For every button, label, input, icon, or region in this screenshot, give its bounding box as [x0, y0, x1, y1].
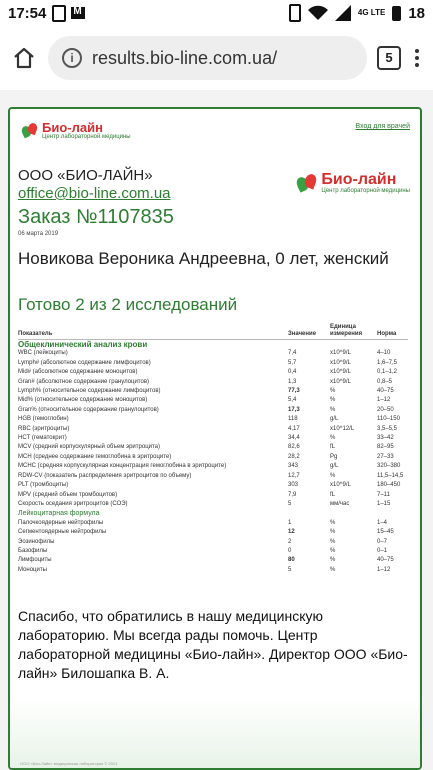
col-header-norm: Норма [377, 323, 408, 340]
cell-norm: 0,8–5 [377, 378, 393, 385]
table-row [18, 378, 408, 387]
cell-unit: % [330, 529, 336, 536]
cell-indicator: MPV (средний объем тромбоцитов) [18, 491, 118, 498]
cell-norm: 0–1 [377, 547, 388, 554]
cell-unit: x10^9/L [330, 369, 351, 376]
order-date: 06 марта 2019 [18, 231, 59, 237]
cell-indicator: MCHC (средняя корпускулярная концентрация гемоглобина в эритроците) [18, 463, 227, 470]
table-row [18, 349, 408, 358]
section-title: Общеклинический анализ крови [18, 340, 148, 349]
cell-norm: 4–10 [377, 350, 391, 357]
results-body [18, 340, 408, 576]
col-header-value: Значение [288, 323, 330, 340]
cell-value: 1 [288, 519, 292, 526]
cell-value: 28,2 [288, 453, 300, 460]
cell-unit: % [330, 388, 336, 395]
card-footer-gradient [10, 698, 420, 768]
table-row [18, 443, 408, 452]
cell-unit: % [330, 566, 336, 573]
cell-norm: 33–42 [377, 435, 394, 442]
cell-value: 5,4 [288, 397, 297, 404]
home-button[interactable] [10, 44, 38, 72]
cell-unit: x10^9/L [330, 482, 351, 489]
cell-value: 7,9 [288, 491, 297, 498]
cell-indicator: WBC (лейкоциты) [18, 350, 68, 357]
table-row [18, 387, 408, 396]
subsection-title: Лейкоцитарная формула [18, 510, 100, 518]
cell-norm: 20–50 [377, 406, 394, 413]
cell-value: 343 [288, 463, 299, 470]
cell-indicator: PLT (тромбоциты) [18, 482, 69, 489]
logo-text: Био-лайн [42, 120, 103, 135]
email-link[interactable]: office@bio-line.com.ua [18, 185, 171, 202]
logo-subtitle: Центр лабораторной медицины [42, 134, 131, 140]
cell-norm: 40–75 [377, 557, 394, 564]
table-row [18, 406, 408, 415]
cell-unit: Pg [330, 453, 338, 460]
cell-value: 7,4 [288, 350, 297, 357]
info-icon[interactable]: i [62, 48, 82, 68]
cell-norm: 7–11 [377, 491, 390, 498]
table-row [18, 462, 408, 471]
cell-unit: % [330, 472, 336, 479]
cell-unit: % [330, 538, 336, 545]
status-time: 17:54 [8, 4, 47, 22]
battery-icon [392, 6, 401, 21]
table-row [18, 556, 408, 565]
table-row [18, 359, 408, 368]
cell-unit: g/L [330, 416, 339, 423]
patient-info: Новикова Вероника Андреевна, 0 лет, женский [18, 249, 389, 268]
status-bar [0, 0, 433, 26]
thanks-message: Спасибо, что обратились в нашу медицинскую лабораторию. Мы всегда рады помочь. Центр лабораторной медицины «Био-лайн». Директор ООО «Био-лайн» Билошапка В. А. [18, 608, 408, 681]
section-title-row [18, 340, 408, 350]
cell-norm: 11,5–14,5 [377, 472, 404, 479]
cell-value: 34,4 [288, 435, 300, 442]
cell-norm: 1–12 [377, 397, 391, 404]
table-row [18, 491, 408, 500]
cell-unit: x10^9/L [330, 359, 351, 366]
table-row [18, 434, 408, 443]
gmail-icon [71, 7, 85, 19]
cell-indicator: RBC (эритроциты) [18, 425, 70, 432]
cell-value: 2 [288, 538, 292, 545]
cell-norm: 15–45 [377, 529, 394, 536]
cell-indicator: MCH (среднее содержание гемоглобина в эритроците) [18, 453, 172, 460]
cell-value: 0 [288, 547, 292, 554]
table-row [18, 368, 408, 377]
cell-unit: % [330, 547, 336, 554]
table-row [18, 547, 408, 556]
table-row [18, 415, 408, 424]
wifi-icon [308, 5, 328, 21]
cell-indicator: Сегментоядерные нейтрофилы [18, 529, 107, 536]
cell-value: 12,7 [288, 472, 300, 479]
cell-unit: x10^12/L [330, 425, 355, 432]
cell-value: 82,6 [288, 444, 300, 451]
cell-norm: 0,1–1,2 [377, 369, 398, 376]
cell-unit: % [330, 435, 336, 442]
table-row [18, 472, 408, 481]
cell-value: 5,7 [288, 359, 297, 366]
report-logo [297, 172, 410, 195]
cell-unit: мм/час [330, 500, 350, 507]
header-logo[interactable] [22, 121, 131, 141]
cell-value: 5 [288, 500, 292, 507]
table-row [18, 528, 408, 537]
home-icon [12, 46, 36, 70]
cell-indicator: Lymph% (относительное содержание лимфоцитов) [18, 388, 161, 395]
status-right [289, 4, 425, 22]
cell-indicator: Моноциты [18, 566, 47, 573]
cell-indicator: HGB (гемоглобин) [18, 416, 69, 423]
ready-status: Готово 2 из 2 исследований [18, 295, 238, 314]
cell-indicator: Gran% (относительное содержание гранулоцитов) [18, 406, 159, 413]
address-bar[interactable] [48, 36, 367, 80]
notification-icon [52, 5, 66, 22]
order-number: Заказ №1107835 [18, 206, 174, 228]
cell-value: 17,3 [288, 406, 300, 413]
cell-unit: % [330, 557, 336, 564]
cell-norm: 180–450 [377, 482, 401, 489]
cell-value: 12 [288, 529, 295, 536]
cell-indicator: Скорость оседания эритроцитов (СОЭ) [18, 500, 128, 507]
cell-indicator: Lymph# (абсолютное содержание лимфоцитов) [18, 359, 151, 366]
cell-norm: 1,6–7,5 [377, 359, 398, 366]
cell-indicator: Эозинофилы [18, 538, 55, 545]
cell-unit: % [330, 406, 336, 413]
cell-value: 303 [288, 482, 299, 489]
cell-norm: 27–33 [377, 453, 394, 460]
cell-value: 80 [288, 557, 295, 564]
cell-value: 77,3 [288, 388, 300, 395]
battery-level: 18 [408, 4, 425, 22]
browser-toolbar [0, 26, 433, 90]
cell-norm: 1–15 [377, 500, 391, 507]
cell-norm: 110–150 [377, 416, 400, 423]
cell-unit: x10^9/L [330, 378, 351, 385]
table-row [18, 453, 408, 462]
cell-norm: 1–4 [377, 519, 388, 526]
cell-norm: 0–7 [377, 538, 388, 545]
cell-value: 1,3 [288, 378, 297, 385]
cell-unit: x10^9/L [330, 350, 351, 357]
tab-switcher-button[interactable]: 5 [377, 46, 401, 70]
cell-norm: 1–12 [377, 566, 391, 573]
cell-indicator: MCV (средний корпускулярный объем эритроцита) [18, 444, 160, 451]
organization-name: ООО «БИО-ЛАЙН» [18, 167, 153, 184]
vibrate-icon [289, 4, 301, 22]
table-row [18, 538, 408, 547]
cell-indicator: Лимфоциты [18, 557, 52, 564]
table-row [18, 396, 408, 405]
results-card [8, 107, 422, 770]
cell-indicator: Палочкоядерные нейтрофилы [18, 519, 104, 526]
table-row [18, 425, 408, 434]
url-text: results.bio-line.com.ua/ [92, 47, 278, 68]
table-header-row [18, 323, 408, 340]
col-header-indicator: Показатель [18, 323, 288, 340]
cell-norm: 40–75 [377, 388, 394, 395]
cell-indicator: Mid# (абсолютное содержание моноцитов) [18, 369, 138, 376]
cell-value: 4,17 [288, 425, 300, 432]
cell-value: 118 [288, 416, 298, 423]
logo-text: Био-лайн [321, 171, 397, 188]
cell-indicator: Gran# (абсолютное содержание гранулоцитов) [18, 378, 149, 385]
cell-unit: fL [330, 444, 336, 451]
table-row [18, 500, 408, 509]
cell-unit: g/L [330, 463, 339, 470]
signal-icon [335, 5, 351, 21]
cell-unit: % [330, 519, 336, 526]
cell-value: 0,4 [288, 369, 297, 376]
cell-norm: 3,5–5,5 [377, 425, 398, 432]
subsection-title-row [18, 509, 408, 518]
cell-indicator: RDW-CV (показатель распределения эритроцитов по объему) [18, 472, 192, 479]
web-page [0, 90, 433, 770]
overflow-menu-button[interactable] [411, 49, 423, 67]
table-row [18, 519, 408, 528]
cell-unit: % [330, 397, 336, 404]
logo-icon [297, 174, 317, 194]
network-type: 4G LTE [357, 8, 386, 17]
table-row [18, 566, 408, 575]
cell-indicator: Mid% (относительное содержание моноцитов) [18, 397, 148, 404]
logo-subtitle: Центр лабораторной медицины [321, 188, 410, 194]
col-header-unit: Единица измерения [330, 323, 377, 340]
cell-norm: 82–95 [377, 444, 394, 451]
doctor-login-link[interactable]: Вход для врачей [355, 123, 410, 130]
cell-indicator: Базофилы [18, 547, 48, 554]
results-table [18, 323, 408, 575]
cell-norm: 320–380 [377, 463, 401, 470]
footer-copyright: ООО «Био-Лайн» медицинская лаборатория © 2013 [20, 761, 118, 766]
cell-value: 5 [288, 566, 292, 573]
logo-icon [22, 123, 38, 139]
cell-indicator: HCT (гематокрит) [18, 435, 67, 442]
table-row [18, 481, 408, 490]
cell-unit: fL [330, 491, 336, 498]
